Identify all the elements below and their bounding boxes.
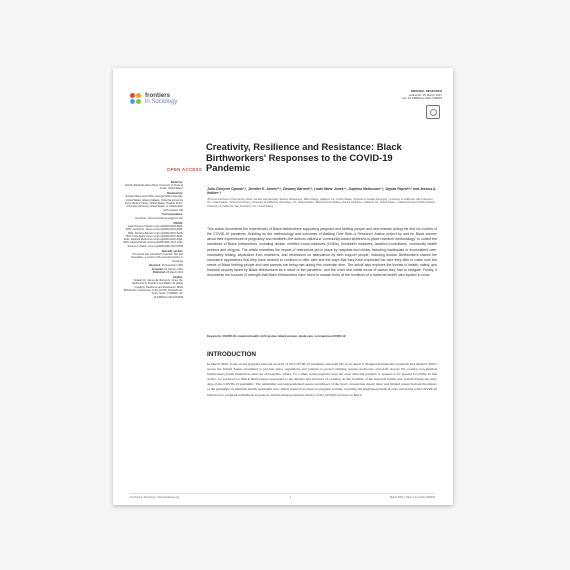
keywords-value: COVID-19, maternal health, birth justice, Black women, doula care, coronavirus-COVID-19: [222, 334, 346, 338]
received-value: 20 November 2020: [161, 264, 183, 268]
footer-page-number: 1: [290, 496, 292, 499]
received-label: Received:: [149, 264, 162, 268]
accepted-label: Accepted:: [151, 267, 164, 271]
article-meta: [402, 90, 442, 101]
journal-brand: frontiers: [145, 92, 171, 99]
published-label: Published:: [152, 270, 166, 274]
article-title: Creativity, Resilience and Resistance: Black Birthworkers' Responses to the COVID-19 Pandemic: [206, 141, 402, 174]
affiliations: ¹Provost and Dean of the Faculty, Race, Gender and Sexuality Studies Department, Mills College, Oakland, CA, United States, ²Institute for Health and Aging, University of California, San Francisco, CA, United States, ³School of Nursing, University of California, San Diego, CA, United States, ⁴Black Women Birthing Justice Collective, Oakland, CA, United States, ⁵California Preterm Birth Initiative, University of California, San Francisco, CA, United States: [207, 198, 436, 208]
footer-article-info: March 2021 | Volume 6 | Article 636029: [389, 496, 435, 499]
citation-heading: Citation:: [172, 275, 183, 279]
article-info-sidebar: [123, 179, 183, 299]
reviewed-by-heading: Reviewed by:: [167, 192, 183, 196]
page-footer: [130, 493, 435, 499]
author-list: Julia Chinyere Oparah¹†, Jennifer E. James²*†, Destany Barnett³†, Linda Marie Jones⁴†, Daphina Melbourne⁵†, Sayida Peprah⁶† and Jessica A. Walker⁷†: [207, 187, 437, 196]
introduction-body: In March 2020, as the world grappled with the severity of the COVID-19 pandemic and daily life as we knew it changed dramatically, hospitals and medical clinics across the United States scrambled to put into place regulations and policies to protect birthing people, newborns, and staff. Across the country, non-medical birthworkers found themselves shut out of hospitals, where, for a time, some hospitals were not even allowing partners or spouses to be present for births. In this article, we explore how Black birthworkers responded to the dangers and stressors of working on the frontline of the maternal health care system during the early days of the COVID-19 pandemic. The unfamiliar and unprecedented nature and impact of the novel coronavirus meant there was limited research about the impact of the pandemic on maternal health and health care. Initial research focused on pregnant women, revealing the heightened medical risks associated with COVID-19 infection for pregnant individuals in general, and the disproportionate impact of the COVID-19 virus on Black: [207, 362, 437, 397]
published-row: [123, 271, 183, 274]
orcid-value[interactable]: Julia Chinyere Oparah orcid.org/0000-0003-0684-4033; Jennifer E. James orcid.org/0000-0001-6046-5001; Destany Barnett orcid.org/0000-0001-5226-7522; Linda Marie Jones orcid.org/0000-0001-6648-6141; Daphina Melbourne orcid.org/0000-0002-4390-3549; Sayida Peprah orcid.org/0000-0001-8137-1491; Jessica A. Walker orcid.org/0000-0002-3615-6886: [123, 224, 183, 248]
keywords: [207, 335, 437, 338]
abstract: This article documents the experiences of Black birthworkers supporting pregnant and birthing people and new mamas during the first six months of the COVID-19 pandemic. Building on the methodology and outcomes of Battling Over Birth–a Research Justice project by and for Black women about their experiences of pregnancy and childbirth–the authors utilized a "community-based sheltered-in-place research methodology" to collect the narratives of Black birthworkers, including doulas, certified nurse-midwives (CNMs), homebirth midwives, lactation consultants, community health workers and ob/gyns. The article examines the impact of restrictions put in place by hospitals and clinics, including inadequate or inconsistent care, mandatory testing, separation from newborns, and restrictions on attendance by birth support people, including doulas. Birthworkers shared the innovative approaches that they have devised to continue to offer care and the ways that they have expanded the care they offer to make sure the needs of Black birthing people and new parents are being met during this uncertain time. The article also explores the threats to health, safety, and financial security faced by Black birthworkers as a result of the pandemic, and the overt and subtle forms of racism they had to navigate. Finally, it documents the sources of strength that Black birthworkers have found to sustain them at the frontlines of a maternal health care system in crisis.: [207, 227, 437, 278]
open-access-label: OPEN ACCESS: [167, 167, 203, 172]
correspondence-heading: *Correspondence:: [161, 213, 183, 217]
specialty-value: This article was submitted to Gender, Sex and Sexualities, a section of the journal Frontiers in Sociology: [131, 252, 183, 263]
footer-journal-link[interactable]: Frontiers in Sociology | www.frontiersin.org: [130, 496, 180, 499]
keywords-label: Keywords:: [207, 334, 222, 338]
check-for-updates-icon[interactable]: [426, 105, 440, 119]
published-date: published: 25 March 2021: [408, 92, 442, 97]
section-heading-introduction: INTRODUCTION: [207, 351, 256, 358]
correspondence-value[interactable]: Jennifer E. James jennifer.james@ucsf.edu: [134, 216, 183, 220]
frontiers-logo-icon: [130, 93, 143, 106]
reviewed-by-value: Suhaimi Rammesty-Miller, Georgia State University, United States; Gideon Sidawa, Columbia University Irving Medical Center, United States; Heather Wurtz, Columbia University, United States, in collaboration with reviewer GSI: [124, 195, 183, 212]
orcid-heading: †ORCID:: [172, 221, 183, 225]
edited-by-heading: Edited by:: [170, 180, 183, 184]
article-type: ORIGINAL RESEARCH: [410, 89, 442, 93]
paper-page: [113, 68, 453, 505]
journal-section: in Sociology: [145, 99, 178, 105]
journal-logo: [130, 92, 200, 114]
citation-value: Oparah JC, James JE, Barnett D, Jones LM, Melbourne D, Peprah S and Walker JA (2021) Creativity, Resilience and Resistance: Black Birthworkers' Responses to the COVID-19 Pandemic. Front. Sociol. 6:636029. doi: 10.3389/fsoc.2021.636029: [123, 279, 183, 299]
specialty-heading: Specialty section:: [161, 249, 183, 253]
accepted-value: 21 January 2021: [164, 267, 183, 271]
edited-by-value: Robbie Elizabeth Davis-Floyd, University of Texas at Austin, United States: [125, 183, 183, 191]
doi: doi: 10.3389/fsoc.2021.638029: [402, 96, 442, 101]
published-value: 25 March 2021: [166, 270, 183, 274]
